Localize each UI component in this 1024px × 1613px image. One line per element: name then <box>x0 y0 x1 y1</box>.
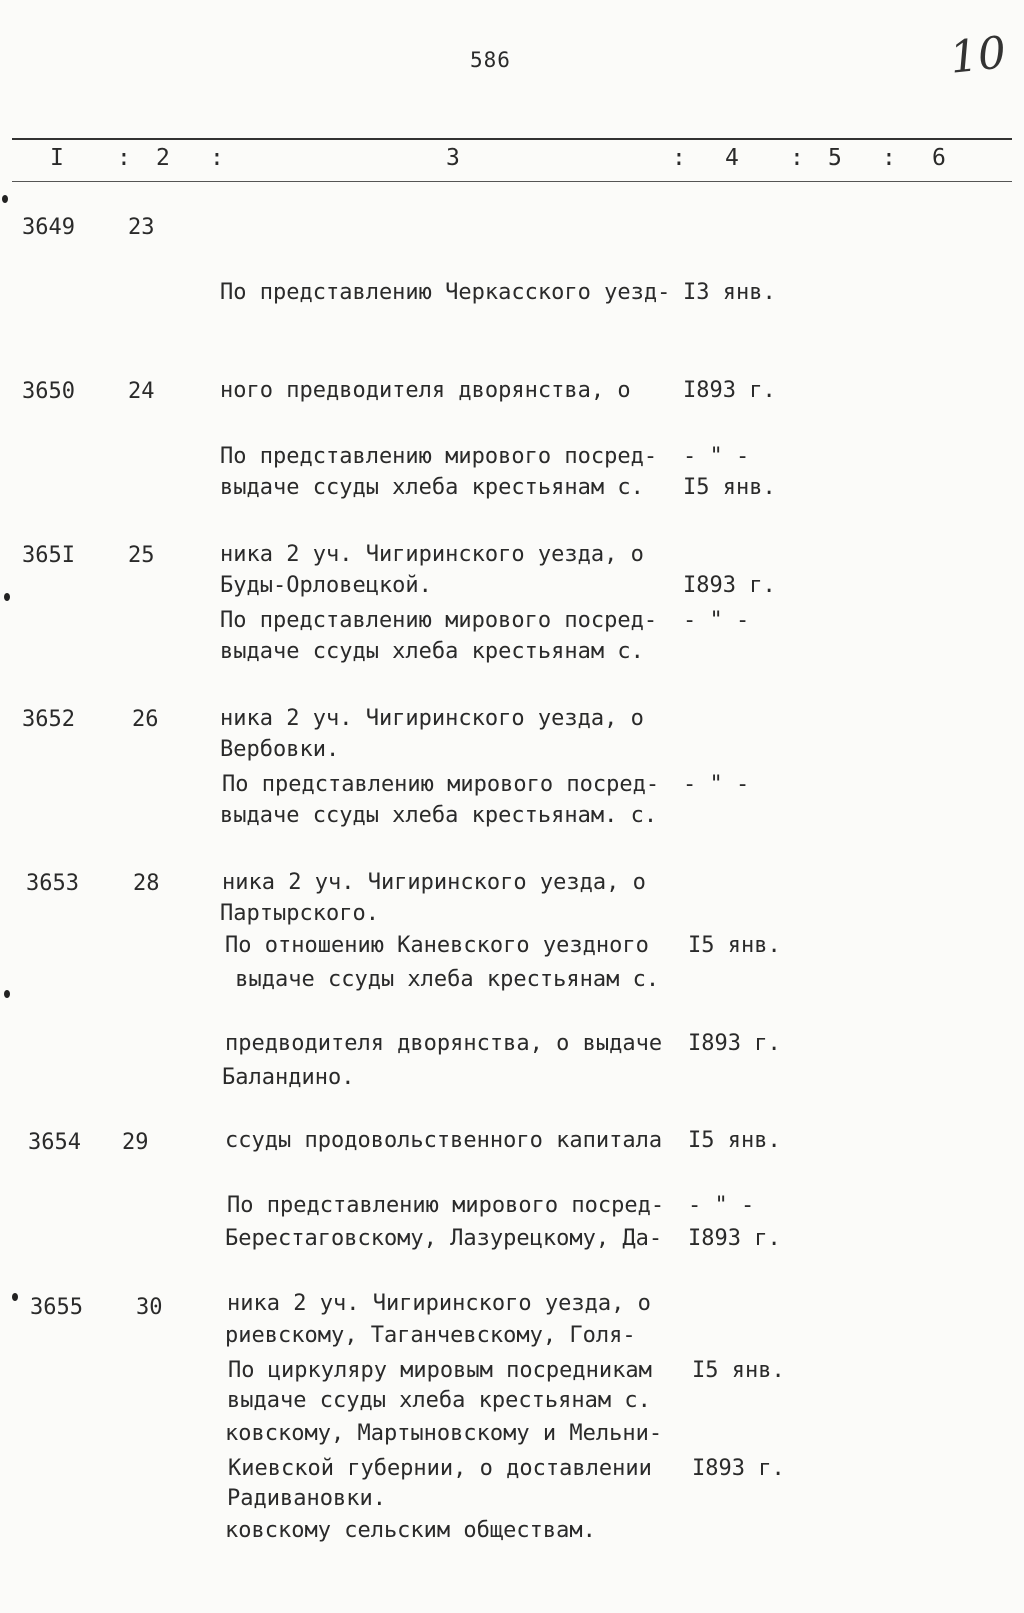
entry-number: 3655 <box>30 1295 83 1320</box>
margin-mark <box>12 1293 18 1301</box>
col-sep: : <box>790 145 804 171</box>
description-line: ника 2 уч. Чигиринского уезда, о <box>220 705 644 731</box>
description-line: По представлению Черкасского уезд- <box>220 280 671 305</box>
description-line: ника 2 уч. Чигиринского уезда, о <box>220 541 644 567</box>
folio-number: 10 <box>947 27 1009 84</box>
description-line: Баландино. <box>222 1064 355 1090</box>
col-2-label: 2 <box>156 145 170 171</box>
entry-dates <box>683 376 749 539</box>
description-line: По отношению Каневского уездного <box>225 933 649 958</box>
description-line: Киевской губернии, о доставлении <box>228 1455 652 1481</box>
description-line: Вербовки. <box>220 736 340 762</box>
page-number: 586 <box>470 48 511 72</box>
entry-subnumber: 30 <box>136 1295 163 1320</box>
description-line: выдаче ссуды хлеба крестьянам с. <box>220 475 644 500</box>
col-sep: : <box>882 145 896 171</box>
entry-subnumber: 28 <box>133 871 160 896</box>
col-sep: : <box>210 145 224 171</box>
entry-dates <box>692 1290 785 1550</box>
date-line: I3 янв. <box>683 280 776 305</box>
entry-number: 3649 <box>22 215 75 240</box>
date-line: I893 г. <box>683 572 776 598</box>
date-line: I893 г. <box>688 1030 781 1056</box>
entry-number: 3653 <box>26 871 79 896</box>
description-line: выдаче ссуды хлеба крестьянам с. <box>222 967 660 992</box>
description-line: Партырского. <box>220 900 379 926</box>
col-5-label: 5 <box>828 145 842 171</box>
description-line: выдаче ссуды хлеба крестьянам. с. <box>220 803 658 828</box>
entry-dates <box>688 1125 754 1288</box>
col-4-label: 4 <box>725 145 739 171</box>
entry-number: 3654 <box>28 1130 81 1155</box>
description-line: По представлению мирового посред- <box>222 772 660 797</box>
col-6-label: 6 <box>932 145 946 171</box>
description-line: ного предводителя дворянства, о <box>220 377 631 403</box>
date-ditto: - " - <box>688 1193 755 1218</box>
description-line: Берестаговскому, Лазурецкому, Да- <box>225 1225 663 1251</box>
margin-mark <box>2 195 8 203</box>
date-line: I5 янв. <box>688 933 781 958</box>
date-ditto: - " - <box>683 444 750 469</box>
entry-subnumber: 26 <box>132 707 159 732</box>
date-line: I5 янв. <box>683 475 776 500</box>
margin-mark <box>4 593 10 601</box>
description-line: риевскому, Таганчевскому, Голя- <box>225 1323 636 1348</box>
description-line: По представлению мирового посред- <box>220 608 658 633</box>
entry-number: 365I <box>22 543 75 568</box>
col-3-label: 3 <box>446 145 460 171</box>
description-line: предводителя дворянства, о выдаче <box>225 1030 663 1056</box>
header-rule-bottom <box>12 181 1012 182</box>
date-line: I5 янв. <box>688 1128 781 1153</box>
entry-description <box>228 1290 652 1550</box>
description-line: ковскому, Мартыновскому и Мельни- <box>225 1420 663 1446</box>
margin-mark <box>4 990 10 998</box>
date-ditto: - " - <box>683 608 750 633</box>
description-line: Радивановки. <box>227 1485 386 1511</box>
description-line: ковскому сельским обществам. <box>225 1518 596 1543</box>
description-line: По представлению мирового посред- <box>220 444 658 469</box>
col-1-label: I <box>50 145 64 171</box>
entry-subnumber: 29 <box>122 1130 149 1155</box>
entry-number: 3650 <box>22 379 75 404</box>
col-sep: : <box>672 145 686 171</box>
entry-subnumber: 25 <box>128 543 155 568</box>
description-line: выдаче ссуды хлеба крестьянам с. <box>220 639 644 664</box>
description-line: По представлению мирового посред- <box>227 1193 665 1218</box>
date-line: I893 г. <box>683 377 776 403</box>
description-line: ссуды продовольственного капитала <box>225 1128 663 1153</box>
entry-subnumber: 23 <box>128 215 155 240</box>
entry-dates <box>683 540 749 703</box>
entry-subnumber: 24 <box>128 379 155 404</box>
description-line: ника 2 уч. Чигиринского уезда, о <box>222 869 646 895</box>
description-line: ника 2 уч. Чигиринского уезда, о <box>227 1290 651 1316</box>
description-line: Буды-Орловецкой. <box>220 572 432 598</box>
date-line: I893 г. <box>692 1455 785 1481</box>
col-sep: : <box>117 145 131 171</box>
entry-dates <box>683 704 749 867</box>
date-line: I5 янв. <box>692 1358 785 1383</box>
date-line: I893 г. <box>688 1225 781 1251</box>
description-line: По циркуляру мировым посредникам <box>228 1358 652 1383</box>
date-ditto: - " - <box>683 772 750 797</box>
entry-number: 3652 <box>22 707 75 732</box>
header-rule-top <box>12 138 1012 140</box>
description-line: выдаче ссуды хлеба крестьянам с. <box>227 1388 651 1413</box>
